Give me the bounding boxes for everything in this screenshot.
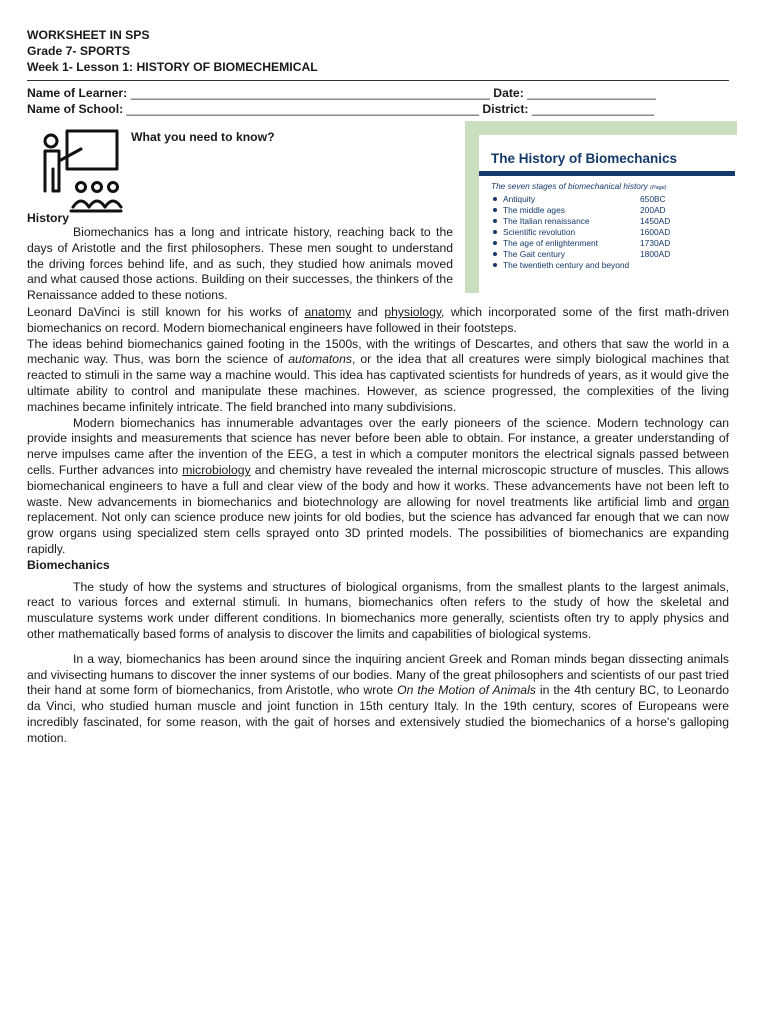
district-label: District: xyxy=(482,102,529,116)
text-run: in the 4th century BC, to Leonardo da Vinci, who studied human muscle and joint function in 15th century Italy. In the 19th century, scores of Europeans were incredibly fascinated, for some reason, with the gait of horses and extensively studied the biomechanics of a horse's galloping motion. xyxy=(27,683,729,745)
list-item xyxy=(491,249,671,260)
date-label: Date: xyxy=(493,86,524,100)
stage-name: The Italian renaissance xyxy=(503,216,590,226)
text-run: Modern biomechanics has innumerable advantages over the early pioneers of the science. Modern technology can provide insights and measurements that science has never before been able to obtain. For instance, a greater understanding of nerve impulses came after the invention of the EEG, a test in which a computer monitors the electrical signals passed between cells. Further advances into xyxy=(27,415,729,477)
lesson-label: Week 1- Lesson 1: HISTORY OF BIOMECHEMICAL xyxy=(27,60,318,74)
bullet-icon xyxy=(493,263,497,267)
text-run: and chemistry have revealed the internal microscopic structure of muscles. This allows biomechanical engineers to have a full and clear view of the body and how it works. These advancements have not been left to waste. New advancements in biomechanics and biotechnology are allowing for novel treatments like artificial limb and xyxy=(27,462,729,509)
list-item xyxy=(491,238,671,249)
stage-name: Scientific revolution xyxy=(503,227,576,237)
body-text xyxy=(27,305,729,747)
text-run: The ideas behind biomechanics gained footing in the 1500s, with the writings of Descartes, and others that saw the world in a mechanic way. Thus, was born the science of xyxy=(27,336,729,367)
history-paragraph-1 xyxy=(27,225,453,304)
stage-name: The middle ages xyxy=(503,205,565,215)
bullet-icon xyxy=(493,241,497,245)
stage-name: The twentieth century and beyond xyxy=(503,260,630,270)
list-item xyxy=(491,216,671,227)
bullet-icon xyxy=(493,219,497,223)
grade-label: Grade 7- SPORTS xyxy=(27,44,130,58)
bullet-icon xyxy=(493,230,497,234)
worksheet-title: WORKSHEET IN SPS xyxy=(27,28,150,42)
history-heading: History xyxy=(27,211,69,225)
learner-row xyxy=(27,85,729,101)
figure-subtitle-text: The seven stages of biomechanical history xyxy=(491,181,648,191)
district-blank[interactable]: __________________ xyxy=(531,102,654,116)
stage-year: 650BC xyxy=(640,194,666,204)
text-run: and xyxy=(351,305,385,319)
bullet-icon xyxy=(493,208,497,212)
bullet-icon xyxy=(493,197,497,201)
teacher-presentation-icon xyxy=(41,129,123,215)
automatons-term: automatons xyxy=(288,352,352,367)
bullet-icon xyxy=(493,252,497,256)
history-paragraph-2 xyxy=(27,337,729,416)
history-paragraph-1-text: Biomechanics has a long and intricate history, reaching back to the days of Aristotle and the first philosophers. These men sought to understand the driving forces behind life, and as such, they studied how animals moved and what caused those actions. Building on their successes, the thinkers of the Renaissance added to these notions. xyxy=(27,225,453,303)
stage-name: Antiquity xyxy=(503,194,536,204)
text-run: In a way, biomechanics has been around since the inquiring ancient Greek and Roman minds began dissecting animals and vivisecting humans to discover the inner systems of our bodies. Many of the great philosophers and scientists of our past tried their hand at some form of biomechanics, from Aristotle, who wrote xyxy=(27,651,729,698)
school-row xyxy=(27,101,729,117)
figure-stage-list xyxy=(491,194,671,271)
stage-year: 1800AD xyxy=(640,249,671,259)
text-run: replacement. Not only can science produce new joints for old bodies, but the science has advanced far enough that we can now grow organs using specialized stem cells sprayed onto 3D printed models. The possibilities of biomechanics are expanding rapidly. xyxy=(27,510,729,556)
stage-name: The age of enlightenment xyxy=(503,238,598,248)
learner-label: Name of Learner: xyxy=(27,86,128,100)
book-title: On the Motion of Animals xyxy=(397,683,536,698)
biomechanics-paragraph-2 xyxy=(27,652,729,747)
history-paragraph-1-continued xyxy=(27,305,729,337)
figure-top-band xyxy=(465,121,737,135)
text-run: Leonard DaVinci is still known for his works of xyxy=(27,305,305,319)
biomechanics-paragraph-1: The study of how the systems and structures of biological organisms, from the smallest plants to the largest animals, react to various forces and external stimuli. In humans, biomechanics often refers to the study of how the skeletal and musculature systems work under different conditions. In biomechanics more generally, scientists often try to apply physics and other mathematically based forms of analysis to discover the limits and capabilities of biological systems. xyxy=(27,579,729,641)
header-divider xyxy=(27,80,729,81)
figure-title: The History of Biomechanics xyxy=(491,151,678,166)
anatomy-link[interactable]: anatomy xyxy=(304,305,352,319)
spacer xyxy=(27,643,729,652)
stage-name: The Gait century xyxy=(503,249,565,259)
stage-year: 1450AD xyxy=(640,216,671,226)
what-you-need-to-know-heading: What you need to know? xyxy=(131,130,275,144)
figure-subtitle-note: (Page) xyxy=(650,185,667,191)
list-item xyxy=(491,205,666,216)
history-figure xyxy=(465,121,737,293)
stage-year: 1600AD xyxy=(640,227,671,237)
intro-section xyxy=(27,121,729,309)
learner-blank[interactable]: _____________________________________________________ xyxy=(130,86,490,100)
list-item xyxy=(491,227,671,238)
organ-link[interactable]: organ xyxy=(697,494,729,509)
list-item xyxy=(491,260,629,271)
biomechanics-heading: Biomechanics xyxy=(27,557,110,572)
date-blank[interactable]: ___________________ xyxy=(527,86,656,100)
microbiology-link[interactable]: microbiology xyxy=(182,462,251,477)
school-blank[interactable]: ____________________________________________________ xyxy=(126,102,480,116)
figure-title-bar xyxy=(479,171,735,176)
school-label: Name of School: xyxy=(27,102,124,116)
history-paragraph-3 xyxy=(27,416,729,558)
text-run: , or the idea that all creatures were simply biological machines that reacted to stimuli in the same way a machine would. This idea has captivated scientists for hundreds of years, as it would give the ultimate ability to control and manipulate these machines. However, as science progressed, the complexities of the living machines became infinitely intricate. The field branched into many subdivisions. xyxy=(27,352,729,414)
figure-subtitle xyxy=(491,181,667,191)
list-item xyxy=(491,194,666,205)
physiology-link[interactable]: physiology xyxy=(384,305,442,319)
worksheet-page xyxy=(27,27,729,747)
text-run: , which incorporated some of the first math-driven biomechanics on record. Modern biomechanical engineers have followed in their footsteps. xyxy=(27,305,729,335)
stage-year: 1730AD xyxy=(640,238,671,248)
stage-year: 200AD xyxy=(640,205,666,215)
figure-side-band xyxy=(465,121,479,293)
